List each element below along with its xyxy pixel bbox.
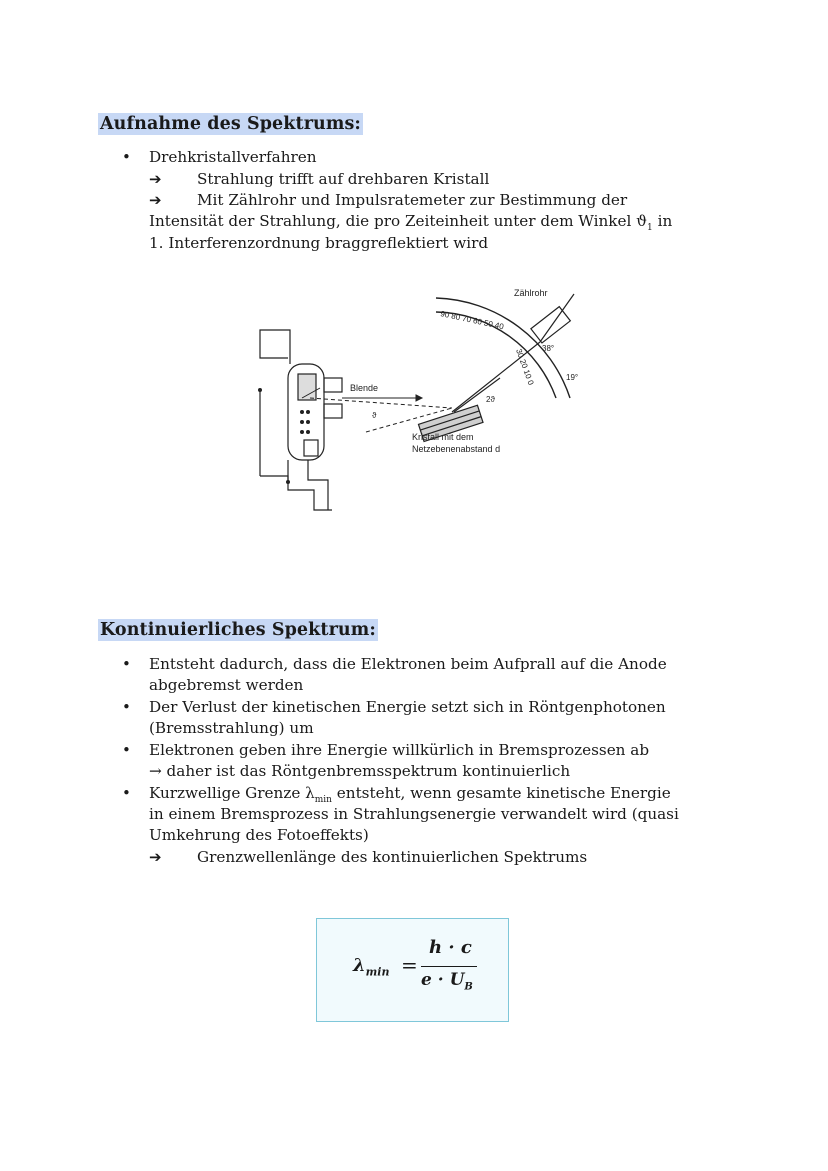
- bullet-text: in einem Bremsprozess in Strahlungsenergie verwandelt wird (quasi: [149, 805, 679, 823]
- bullet-text: Entsteht dadurch, dass die Elektronen beim Aufprall auf die Anode: [149, 655, 667, 673]
- arrow-text: Strahlung trifft auf drehbaren Kristall: [197, 170, 490, 188]
- bullet-text: Der Verlust der kinetischen Energie setzt sich in Röntgenphotonen: [149, 698, 666, 716]
- formula-numerator: h · c: [429, 937, 472, 958]
- continuation-text: 1. Interferenzordnung braggreflektiert wird: [149, 234, 489, 252]
- label-zaehlrohr: Zählrohr: [514, 288, 548, 298]
- bullet-text: (Bremsstrahlung) um: [149, 719, 314, 737]
- formula-lhs: $\lambda_{min}$: [353, 955, 390, 979]
- label-theta: ϑ: [372, 411, 377, 420]
- formula-denominator: $e \cdot U_B$: [421, 970, 473, 993]
- bullet-marker: •: [122, 148, 131, 166]
- section-heading-kontinuierlich: Kontinuierliches Spektrum:: [100, 620, 376, 640]
- bullet-marker: •: [122, 655, 131, 673]
- drehkristall-diagram: [240, 280, 600, 520]
- bullet-marker: •: [122, 741, 131, 759]
- bullet-text: Elektronen geben ihre Energie willkürlich in Bremsprozessen ab: [149, 741, 650, 759]
- bullet-text: → daher ist das Röntgenbremsspektrum kontinuierlich: [149, 762, 571, 780]
- arrow-text: Grenzwellenlänge des kontinuierlichen Spektrums: [197, 848, 588, 866]
- bullet-text: Kurzwellige Grenze $\lambda_{min}$ entsteht, wenn gesamte kinetische Energie: [149, 784, 671, 806]
- bullet-text: Umkehrung des Fotoeffekts): [149, 826, 369, 844]
- arrow-icon: ➔: [149, 848, 162, 866]
- label-kristall-2: Netzebenenabstand d: [412, 444, 501, 454]
- continuation-text: Intensität der Strahlung, die pro Zeiteinheit unter dem Winkel $ϑ_1$ in: [149, 212, 673, 234]
- arrow-icon: ➔: [149, 191, 162, 209]
- bullet-marker: •: [122, 784, 131, 802]
- scale-top: 90 80 70 60 50 40: [439, 309, 505, 332]
- formula-box: [316, 918, 509, 1022]
- label-angle-38: 38°: [542, 344, 555, 353]
- label-kristall-1: Kristall mit dem: [412, 432, 474, 442]
- label-angle-19: 19°: [566, 373, 579, 382]
- section-heading-aufnahme: Aufnahme des Spektrums:: [100, 114, 361, 134]
- label-two-theta: 2ϑ: [486, 395, 495, 404]
- bullet-text: Drehkristallverfahren: [149, 148, 317, 166]
- scale-side: 30 20 10 0: [514, 347, 536, 387]
- formula-equals: =: [401, 953, 418, 977]
- arrow-text: Mit Zählrohr und Impulsratemeter zur Bestimmung der: [197, 191, 628, 209]
- arrow-icon: ➔: [149, 170, 162, 188]
- bullet-text: abgebremst werden: [149, 676, 304, 694]
- label-blende: Blende: [350, 383, 379, 393]
- fraction-bar: [421, 966, 477, 967]
- bullet-marker: •: [122, 698, 131, 716]
